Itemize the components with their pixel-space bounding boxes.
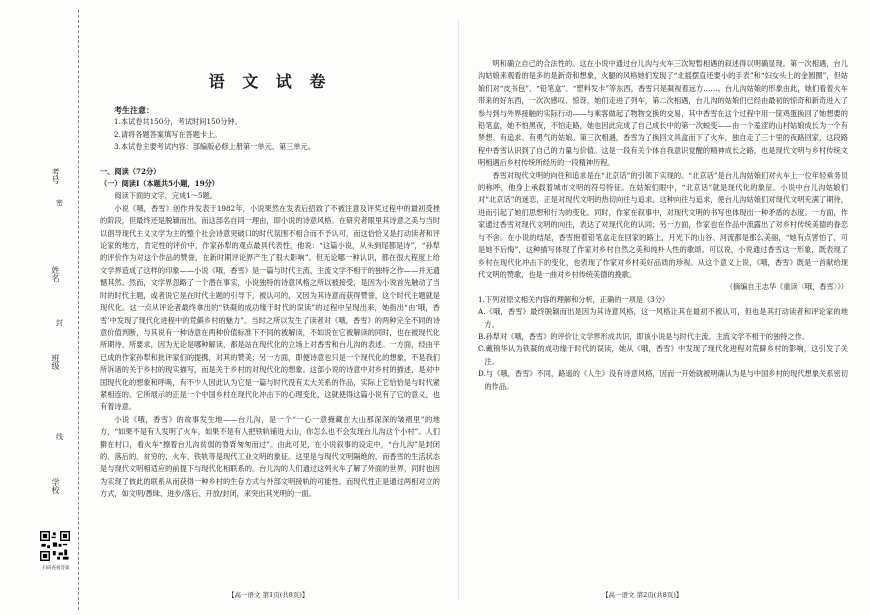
passage-paragraph: 小说《哦，香雪》的故事发生地——台儿沟，是一个“一心一意掩藏在大山那深深的皱褶里”的地方，“如果不是有人发明了火车，如果不是有人把铁轨铺进大山，你怎么也不会发现台儿沟这个小村”。人们擀在村口，看火车“擦着台儿沟贫弱的脊背匆匆而过”。由此可见，在小说叙事的设定中，“台儿沟”是封闭的、落后的、贫穷的，火车、铁轨等是现代工业文明的象征。这里是与现代文明隔绝的，而香雪的生活状态是与现代文明相适应的前提下与现代化相联系的。台儿沟的人们通过这列火车了解了外面的世界，同时也因为实现了彼此的联系从而获得一种乡村的生存方式与外部文明接轨的可能性。而现代性正是通过两相对立的方式，如文明/愚昧、进步/落后、开放/封闭，来突出其光明的一面。	[100, 414, 440, 499]
notice-item: 2.请将各题答案填写在答题卡上。	[114, 129, 222, 139]
page-divider	[458, 20, 459, 600]
qr-code-icon	[40, 531, 70, 561]
binding-label-school: 学校	[51, 478, 60, 494]
option-d: D.与《哦，香雪》不同，路遥的《人生》没有诗意风格，因而一开始就被明确认为是与中国乡村的现代想象关系密切的作品。	[478, 369, 848, 391]
qr-caption: 扫码查看答案	[42, 566, 70, 571]
binding-sep-line: 线	[56, 433, 63, 441]
source-citation: （摘编自王志华《重读〈哦，香雪〉》）	[725, 282, 848, 292]
binding-label-class: 班级	[51, 354, 60, 370]
binding-label-name: 姓名	[51, 266, 60, 282]
footer-page-2: 【高一语文 第2页(共8页)】	[602, 591, 683, 599]
right-page-column	[478, 58, 848, 393]
binding-dashed-line	[78, 10, 79, 610]
option-a: A.《哦，香雪》最终脱颖而出是因为其诗意风格，这一风格让其在最初不被认可，但也是其打动读者和评论家的地方。	[478, 307, 848, 329]
binding-sep-seal: 密	[56, 199, 63, 207]
footer-page-1: 【高一语文 第1页(共8页)】	[228, 591, 309, 599]
notice-item: 1.本试卷共150分，考试时间150分钟。	[114, 117, 242, 127]
option-c: C.戴锦华认为铁凝的成功缘于时代的误读，她从《哦，香雪》中发现了现代化进程对荒僻乡村的影响，这引发了关注。	[478, 344, 848, 366]
question-stem: 1.下列对原文相关内容的理解和分析，正确的一项是（3分）	[478, 294, 670, 304]
passage-paragraph: 小说《哦，香雪》创作并发表于1982年，小说果然在发表后招致了不被注意及评奖过程中的最初受挫的阶段，但最终还是脱颖而出。而这部名自同一理由，即小说的诗意风格。在研究者眼里其诗意之美与当时以倡导现代主义文学为主的整个社会诗意突破口的时代氛围不相合而不予认可，而这恰恰又是打动读者和评论家的地方，肯定性的评价中，作家孙犁的观点最具代表性，他说：“这篇小说，从头到尾都是诗”，“孙犁的评价作为对这个作品的赞誉，在新时期评论界产生了很大影响”。但无论哪一种认识，都在很大程度上给文学界造成了这样的印象——小说《哦，香雪》是一篇与时代主流、主流文学不相干的独特之作——并无遗憾其然。然而，文学界忽略了一个潜在事实，小说独特的诗意风格之所以被接受，是因为小说首先触动了当时的时代主题，或者说它是在时代主题的引导下，被认可的，又因为其诗意而获得赞誉，这个时代主题就是现代化。这一点从评论者最终拿出的“铁凝的成功缘于时代的误读”的过程中呈现出来，她指出“由‘哦，香雪’中发现了现代化进程中的荒僻乡村的魅力”。当时之所以发生了读者对《哦，香雪》的两种完全不同的诗意价值判断，与其说有一种诗意在两种价值标准下不同的被解读，不如说在它被解读的同时，也在被现代化所期待、所要求，因为无论是哪种解读，都是站在现代化的立场上对香雪和台儿沟的表述。一方面，经由平已成的作家孙犁和批评家们的提携，对其的赞美；另一方面，即便诗意也只是一个现代化的想象，不是我们所诉诸的关于乡村的现实描写，而是关于乡村的对现代化的想象。这部小说的诗意中对乡村的描述，是对中国现代化的想象和呼唤，有不少人因此认为它是一篇与时代没有太大关系的作品，实际上它恰恰是与时代紧紧相连的。它所展示的正是一个中国乡村在现代化冲击下的心理变化，这就使得这篇小说有了它的意义，也有着诗意。	[100, 203, 440, 412]
passage-paragraph: 香雪对现代文明的向往和追求是在“北京话”的引领下实现的。“北京话”是台儿沟姑娘们对火车上一位年轻乘务员的称呼，他身上承载着城市文明的符号特征。在姑娘们眼中，“北京话”就是现代化的象征。小说中台儿沟姑娘们对“北京话”的迷恋，正是对现代文明的热切向往与追求。这种向往与追求，使台儿沟姑娘们对现代文明充满了期待，进而引起了她们思想和行为的变化。同时，作家在叙事中，对现代文明的书写也体现出一种矛盾的态度。一方面，作家通过香雪对现代文明的向往，表达了对现代化的认同；另一方面，作家也在作品中流露出了对乡村传统美德的眷恋与不舍。在小说的结尾，香雪抱着铅笔盒走在回家的路上，月光下的山谷、河流都是那么美丽，“她有点害怕了，可是她不后悔”，这种描写体现了作家对乡村自然之美和纯朴人性的歌颂。可以说，小说通过香雪这一形象，既表现了乡村在现代化冲击下的变化，也表现了作家对乡村美好品质的珍视。从这个意义上说，《哦，香雪》既是一首献给现代文明的赞歌，也是一曲对乡村传统美德的挽歌。	[478, 170, 848, 279]
notice-list	[100, 116, 440, 153]
notice-heading: 考生注意：	[114, 105, 154, 115]
instruction-text: 阅读下面的文字，完成1～5题。	[114, 191, 217, 201]
exam-title: 语 文 试 卷	[208, 72, 332, 91]
binding-label-exam-number: 考号	[51, 168, 60, 184]
section-heading: 一、阅读（72分）	[100, 166, 161, 176]
subsection-heading: （一）阅读Ⅰ（本题共5小题，19分）	[100, 179, 219, 189]
left-page-column	[100, 18, 440, 501]
option-b: B.孙犁对《哦，香雪》的评价让文学界形成共识，即该小说是与时代主流、主流文学不相干的独特之作。	[478, 331, 810, 341]
binding-margin	[0, 0, 82, 615]
passage-paragraph: 明和确立自己的合法性的。这在小说中通过台儿沟与火车三次短暂相遇的叙述得以明确显现。第一次相遇，台儿沟姑娘来观看的是多的是新奇和想象，火腿的风格她们发现了“北摇摆直还要小的手表”和“妇女头上的金圆圈”，但姑娘们对“皮书包”、“铅笔盒”、“塑料发卡”等东西，香雪只是凝视着远方……。台儿沟姑娘的形象由此，她们看着火车带来的好东西，一次次感叹、惊讶，她们走进了列车，第二次相遇，台儿沟的姑娘们已经由最初的惊奇和新奇进入了参与到与外界接触的实际行动——与乘客做起了物物交换的交易，其中香雪在这个过程中用一筐鸡蛋换回了她想要的铅笔盒，她不怕黑夜，不怕走路，她也因此完成了自己成长中的第一次蜕变——由一个羞涩的山村姑娘成长为一个有梦想、有追求、有勇气的姑娘。第三次相遇，香雪为了换回文具盒而下了火车，独自走了三十里的夜路回家，这段路程中香雪认识到了自己的力量与价值。这是一段有关个体自我意识觉醒的精神成长之路，也是现代文明与乡村传统文明相遇后乡村传统所经历的一段精神历程。	[478, 59, 848, 168]
binding-sep-close: 封	[56, 319, 63, 327]
notice-item: 3.本试卷主要考试内容：部编版必修上册第一单元、第三单元。	[114, 142, 315, 152]
